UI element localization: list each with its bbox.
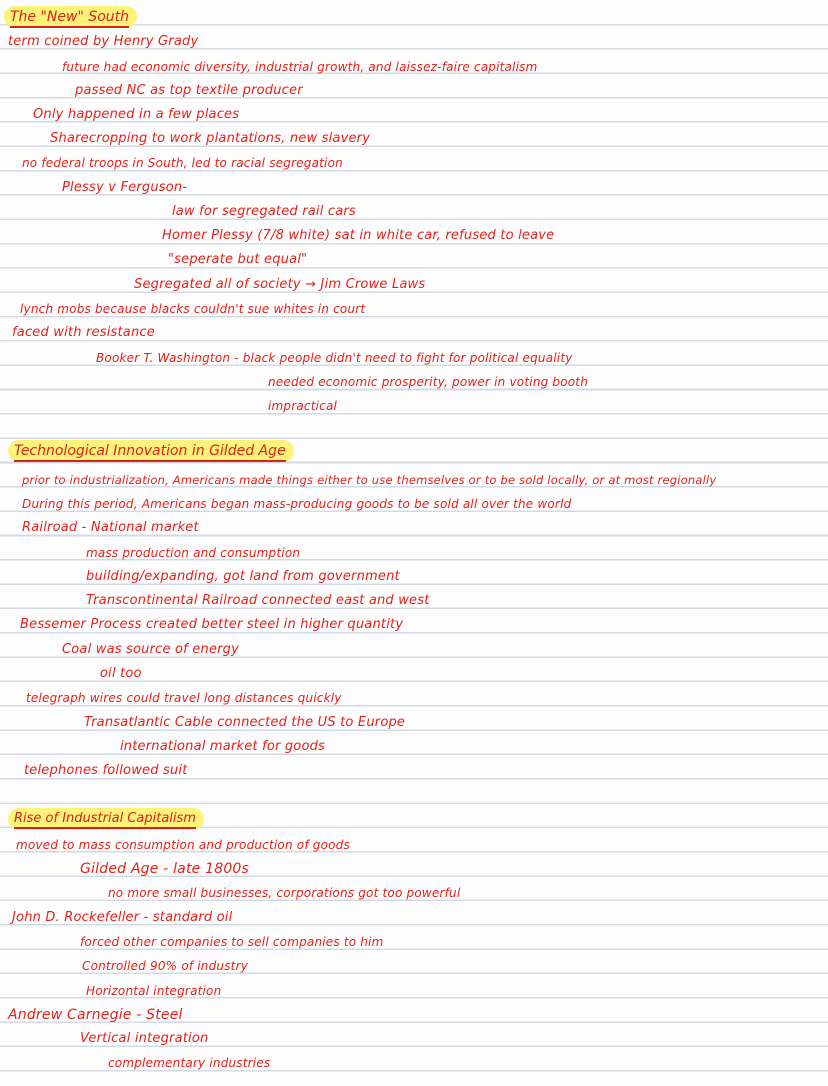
note-line: needed economic prosperity, power in voting booth xyxy=(268,375,589,389)
heading-text: The "New" South xyxy=(10,9,129,28)
note-line: telephones followed suit xyxy=(24,763,188,778)
note-line: Andrew Carnegie - Steel xyxy=(8,1007,183,1023)
note-line: forced other companies to sell companies to him xyxy=(80,935,384,949)
note-line: term coined by Henry Grady xyxy=(8,34,199,49)
section-heading-new-south xyxy=(4,6,137,28)
note-line: international market for goods xyxy=(120,739,326,754)
note-line: no federal troops in South, led to racial segregation xyxy=(22,156,343,170)
note-line: Segregated all of society → Jim Crowe Laws xyxy=(134,277,426,292)
note-line: Controlled 90% of industry xyxy=(82,959,249,973)
note-line: impractical xyxy=(268,399,338,413)
note-line: law for segregated rail cars xyxy=(172,204,356,219)
note-line: telegraph wires could travel long distances quickly xyxy=(26,691,342,705)
note-line: Sharecropping to work plantations, new slavery xyxy=(50,131,371,146)
heading-text: Technological Innovation in Gilded Age xyxy=(14,443,286,462)
note-line: building/expanding, got land from government xyxy=(86,569,400,584)
section-heading-industrial-capitalism xyxy=(8,808,204,830)
note-line: Horizontal integration xyxy=(86,984,222,998)
note-line: Transatlantic Cable connected the US to Europe xyxy=(84,715,406,730)
note-line: mass production and consumption xyxy=(86,546,301,560)
note-line: Booker T. Washington - black people didn't need to fight for political equality xyxy=(96,351,573,365)
note-line: Plessy v Ferguson- xyxy=(62,180,188,195)
note-line: John D. Rockefeller - standard oil xyxy=(12,910,233,925)
note-line: Homer Plessy (7/8 white) sat in white car, refused to leave xyxy=(162,228,555,243)
note-line: moved to mass consumption and production of goods xyxy=(16,838,350,852)
note-line: faced with resistance xyxy=(12,325,155,340)
note-line: oil too xyxy=(100,666,142,681)
note-line: Gilded Age - late 1800s xyxy=(80,861,250,877)
note-line: passed NC as top textile producer xyxy=(75,83,303,98)
note-line: prior to industrialization, Americans made things either to use themselves or to be sold locally, or at most regionally xyxy=(22,473,717,487)
heading-text: Rise of Industrial Capitalism xyxy=(14,811,196,829)
note-line: Railroad - National market xyxy=(22,520,199,535)
section-heading-technological-innovation xyxy=(8,440,294,462)
note-line: lynch mobs because blacks couldn't sue whites in court xyxy=(20,302,366,316)
note-line: Bessemer Process created better steel in higher quantity xyxy=(20,617,404,632)
note-line: Vertical integration xyxy=(80,1031,209,1046)
note-line: During this period, Americans began mass-producing goods to be sold all over the world xyxy=(22,497,572,511)
note-line: no more small businesses, corporations got too powerful xyxy=(108,886,461,900)
note-line: Only happened in a few places xyxy=(33,107,240,122)
note-line: Coal was source of energy xyxy=(62,642,240,657)
note-line: "seperate but equal" xyxy=(168,252,308,267)
note-line: complementary industries xyxy=(108,1056,271,1070)
note-line: future had economic diversity, industrial growth, and laissez-faire capitalism xyxy=(62,60,538,74)
note-line: Transcontinental Railroad connected east and west xyxy=(86,593,430,608)
